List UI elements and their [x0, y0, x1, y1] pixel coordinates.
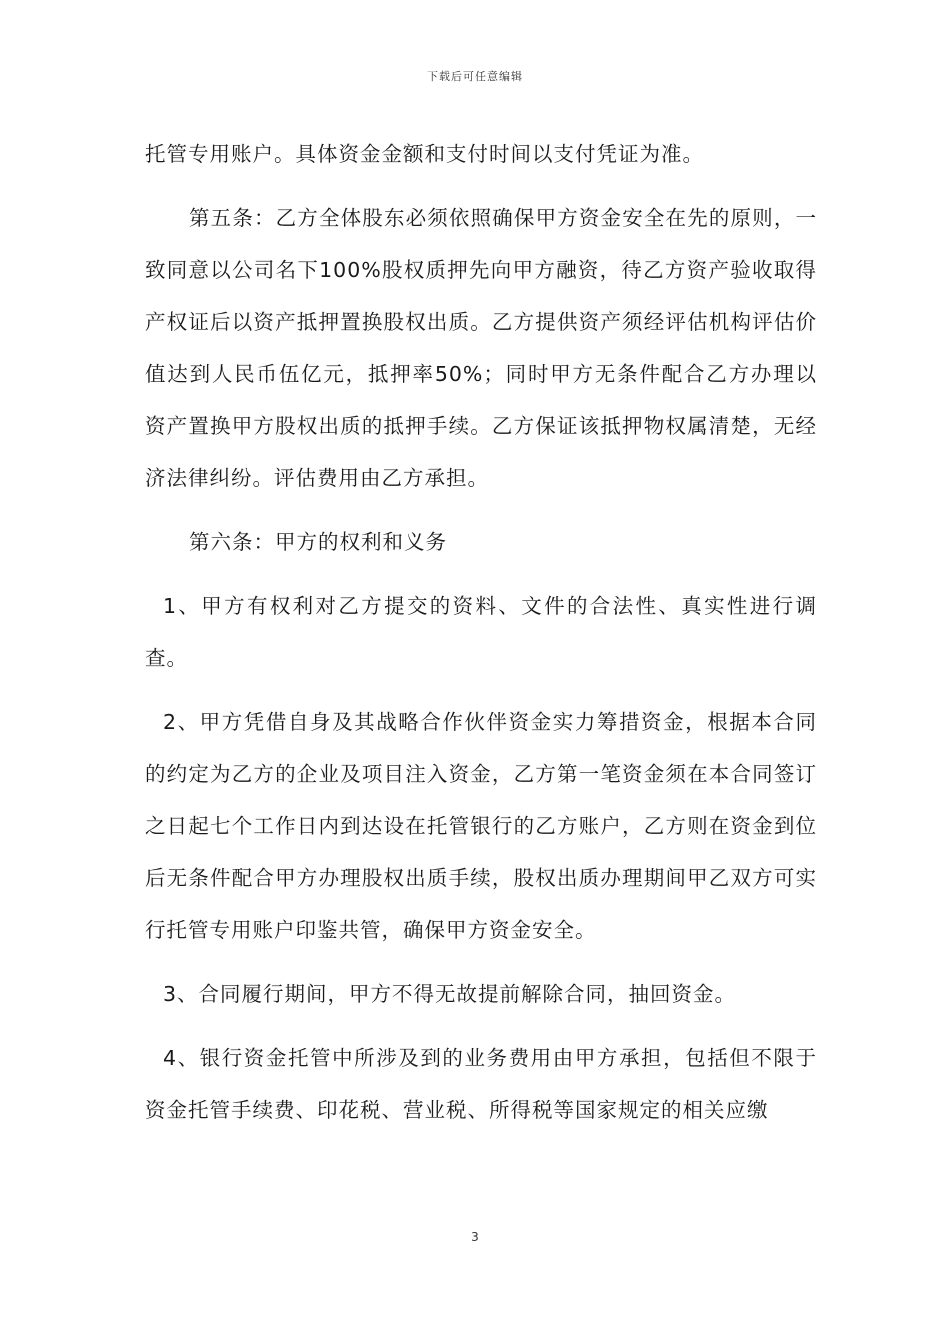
paragraph-continuation: 托管专用账户。具体资金金额和支付时间以支付凭证为准。	[145, 142, 704, 166]
paragraph-item-3: 3、合同履行期间，甲方不得无故提前解除合同，抽回资金。	[163, 982, 737, 1006]
document-body	[145, 128, 817, 1136]
paragraph-article-5: 第五条：乙方全体股东必须依照确保甲方资金安全在先的原则，一致同意以公司名下100%股权质押先向甲方融资，待乙方资产验收取得产权证后以资产抵押置换股权出质。乙方提供资产须经评估机构评估价值达到人民币伍亿元，抵押率50%；同时甲方无条件配合乙方办理以资产置换甲方股权出质的抵押手续。乙方保证该抵押物权属清楚，无经济法律纠纷。评估费用由乙方承担。	[145, 206, 817, 490]
page-number: 3	[471, 1230, 479, 1244]
paragraph-item-4: 4、银行资金托管中所涉及到的业务费用由甲方承担，包括但不限于资金托管手续费、印花税、营业税、所得税等国家规定的相关应缴	[145, 1046, 817, 1122]
heading-article-6: 第六条：甲方的权利和义务	[189, 530, 447, 554]
page-header: 下载后可任意编辑	[427, 70, 523, 83]
paragraph-item-2: 2、甲方凭借自身及其战略合作伙伴资金实力筹措资金，根据本合同的约定为乙方的企业及项目注入资金，乙方第一笔资金须在本合同签订之日起七个工作日内到达设在托管银行的乙方账户，乙方则在资金到位后无条件配合甲方办理股权出质手续，股权出质办理期间甲乙双方可实行托管专用账户印鉴共管，确保甲方资金安全。	[145, 710, 817, 942]
paragraph-item-1: 1、甲方有权利对乙方提交的资料、文件的合法性、真实性进行调查。	[145, 594, 817, 670]
